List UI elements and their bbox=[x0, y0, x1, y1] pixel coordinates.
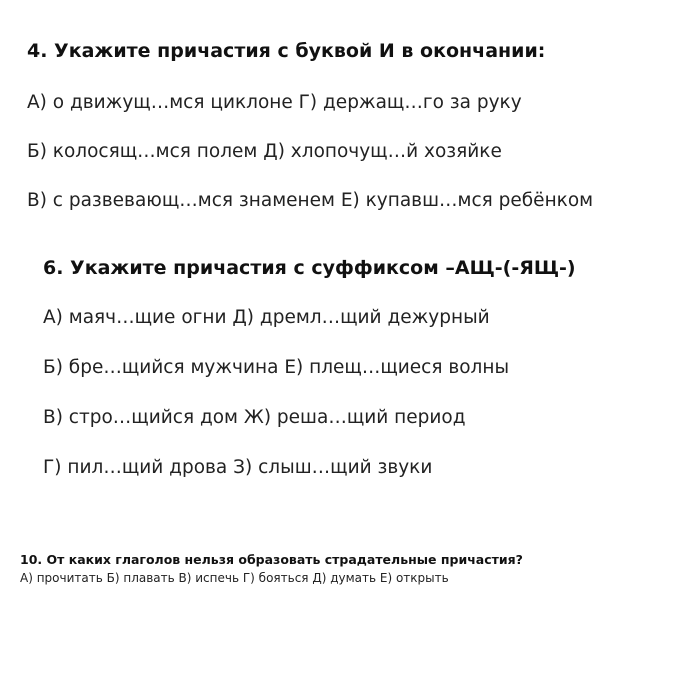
question-6-option-1: А) маяч…щие огни Д) дремл…щий дежурный bbox=[43, 307, 490, 328]
question-4-option-2: Б) колосящ…мся полем Д) хлопочущ…й хозяйке bbox=[27, 141, 502, 162]
question-4-option-3: В) с развевающ…мся знаменем Е) купавш…мся ребёнком bbox=[27, 190, 594, 211]
question-10-title: 10. От каких глаголов нельзя образовать страдательные причастия? bbox=[20, 552, 523, 567]
question-6-option-3: В) стро…щийся дом Ж) реша…щий период bbox=[43, 407, 466, 428]
question-6-option-4: Г) пил…щий дрова З) слыш…щий звуки bbox=[43, 457, 433, 478]
question-6-option-2: Б) бре…щийся мужчина Е) плещ…щиеся волны bbox=[43, 357, 510, 378]
question-4-option-1: А) о движущ…мся циклоне Г) держащ…го за руку bbox=[27, 92, 522, 113]
question-4-title: 4. Укажите причастия с буквой И в окончании: bbox=[27, 40, 546, 62]
question-6-title: 6. Укажите причастия с суффиксом –АЩ-(-ЯЩ-) bbox=[43, 257, 576, 279]
question-10-options: А) прочитать Б) плавать В) испечь Г) бояться Д) думать Е) открыть bbox=[20, 571, 449, 585]
